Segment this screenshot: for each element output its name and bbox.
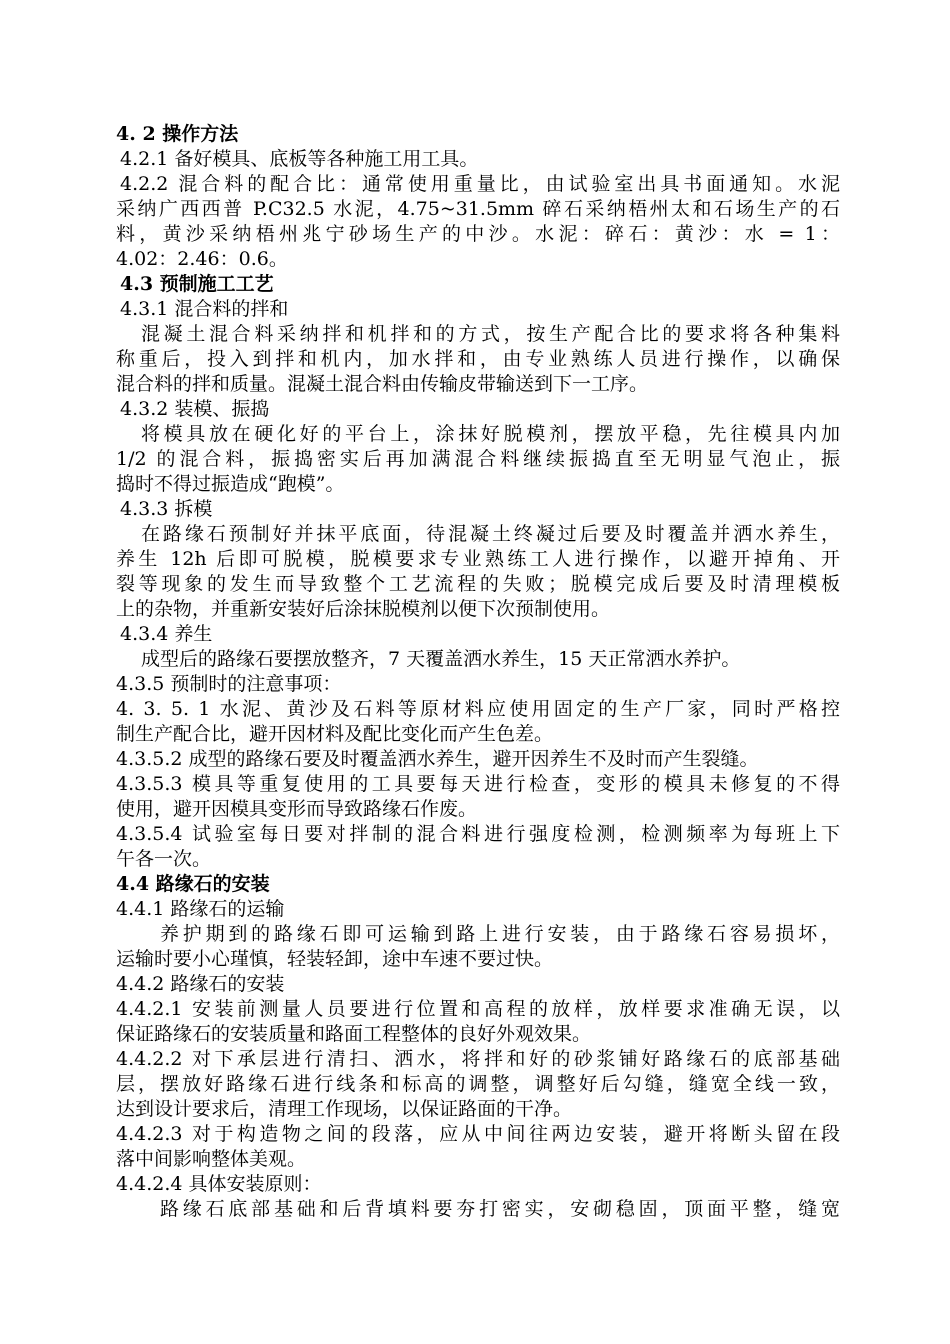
- section-heading: 4.3 预制施工工艺: [120, 273, 274, 295]
- text-line: 4.3.5 预制时的注意事项：: [116, 673, 342, 695]
- text-line: 将模具放在硬化好的平台上，涂抹好脱模剂，摆放平稳，先往模具内加: [141, 423, 840, 445]
- text-line: 4.3.4 养生: [120, 623, 213, 645]
- text-line: 裂等现象的发生而导致整个工艺流程的失败；脱模完成后要及时清理模板: [116, 573, 840, 595]
- text-line: 4.02：2.46：0.6。: [116, 248, 288, 270]
- text-line: 4.2.2 混合料的配合比：通常使用重量比，由试验室出具书面通知。水泥: [120, 173, 840, 195]
- text-line: 养生 12h 后即可脱模，脱模要求专业熟练工人进行操作，以避开掉角、开: [116, 548, 840, 570]
- text-line: 料，黄沙采纳梧州兆宁砂场生产的中沙。水泥：碎石：黄沙：水 = 1：: [116, 223, 840, 245]
- text-line: 4.3.3 拆模: [120, 498, 213, 520]
- text-line: 4. 3. 5. 1 水泥、黄沙及石料等原材料应使用固定的生产厂家，同时严格控: [116, 698, 840, 720]
- text-line: 4.3.1 混合料的拌和: [120, 298, 289, 320]
- text-line: 4.4.1 路缘石的运输: [116, 898, 285, 920]
- text-line: 称重后，投入到拌和机内，加水拌和，由专业熟练人员进行操作，以确保: [116, 348, 840, 370]
- text-line: 落中间影响整体美观。: [116, 1148, 307, 1170]
- text-line: 采纳广西西普 P.C32.5 水泥，4.75~31.5mm 碎石采纳梧州太和石场生产的石: [116, 198, 840, 220]
- text-line: 路缘石底部基础和后背填料要夯打密实，安砌稳固，顶面平整，缝宽: [160, 1198, 840, 1220]
- section-heading: 4. 2 操作方法: [116, 123, 239, 145]
- text-line: 养护期到的路缘石即可运输到路上进行安装，由于路缘石容易损坏，: [160, 923, 840, 945]
- text-line: 4.4.2.4 具体安装原则：: [116, 1173, 322, 1195]
- text-line: 4.4.2.1 安装前测量人员要进行位置和高程的放样，放样要求准确无误，以: [116, 998, 840, 1020]
- text-line: 在路缘石预制好并抹平底面，待混凝土终凝过后要及时覆盖并洒水养生，: [141, 523, 840, 545]
- text-line: 混凝土混合料采纳拌和机拌和的方式，按生产配合比的要求将各种集料: [141, 323, 840, 345]
- text-line: 使用，避开因模具变形而导致路缘石作废。: [116, 798, 478, 820]
- text-line: 上的杂物，并重新安装好后涂抹脱模剂以便下次预制使用。: [116, 598, 611, 620]
- section-heading: 4.4 路缘石的安装: [116, 873, 270, 895]
- text-line: 4.4.2.3 对于构造物之间的段落，应从中间往两边安装，避开将断头留在段: [116, 1123, 840, 1145]
- text-line: 4.4.2 路缘石的安装: [116, 973, 285, 995]
- text-line: 4.4.2.2 对下承层进行清扫、洒水，将拌和好的砂浆铺好路缘石的底部基础: [116, 1048, 840, 1070]
- text-line: 层，摆放好路缘石进行线条和标高的调整，调整好后勾缝，缝宽全线一致，: [116, 1073, 840, 1095]
- text-line: 4.2.1 备好模具、底板等各种施工用工具。: [120, 148, 479, 170]
- text-line: 达到设计要求后，清理工作现场，以保证路面的干净。: [116, 1098, 573, 1120]
- text-line: 午各一次。: [116, 848, 212, 870]
- text-line: 运输时要小心瑾慎，轻装轻卸，途中车速不要过快。: [116, 948, 554, 970]
- text-line: 制生产配合比，避开因材料及配比变化而产生色差。: [116, 723, 554, 745]
- document-body: [116, 122, 840, 1222]
- text-line: 成型后的路缘石要摆放整齐，7 天覆盖洒水养生，15 天正常洒水养护。: [141, 648, 741, 670]
- text-line: 4.3.5.2 成型的路缘石要及时覆盖洒水养生，避开因养生不及时而产生裂缝。: [116, 748, 759, 770]
- text-line: 捣时不得过振造成“跑模”。: [116, 473, 345, 495]
- text-line: 4.3.5.3 模具等重复使用的工具要每天进行检查，变形的模具未修复的不得: [116, 773, 840, 795]
- text-line: 混合料的拌和质量。混凝土混合料由传输皮带输送到下一工序。: [116, 373, 649, 395]
- text-line: 1/2 的混合料，振捣密实后再加满混合料继续振捣直至无明显气泡止，振: [116, 448, 840, 470]
- text-line: 保证路缘石的安装质量和路面工程整体的良好外观效果。: [116, 1023, 592, 1045]
- text-line: 4.3.5.4 试验室每日要对拌制的混合料进行强度检测，检测频率为每班上下: [116, 823, 840, 845]
- text-line: 4.3.2 装模、振捣: [120, 398, 270, 420]
